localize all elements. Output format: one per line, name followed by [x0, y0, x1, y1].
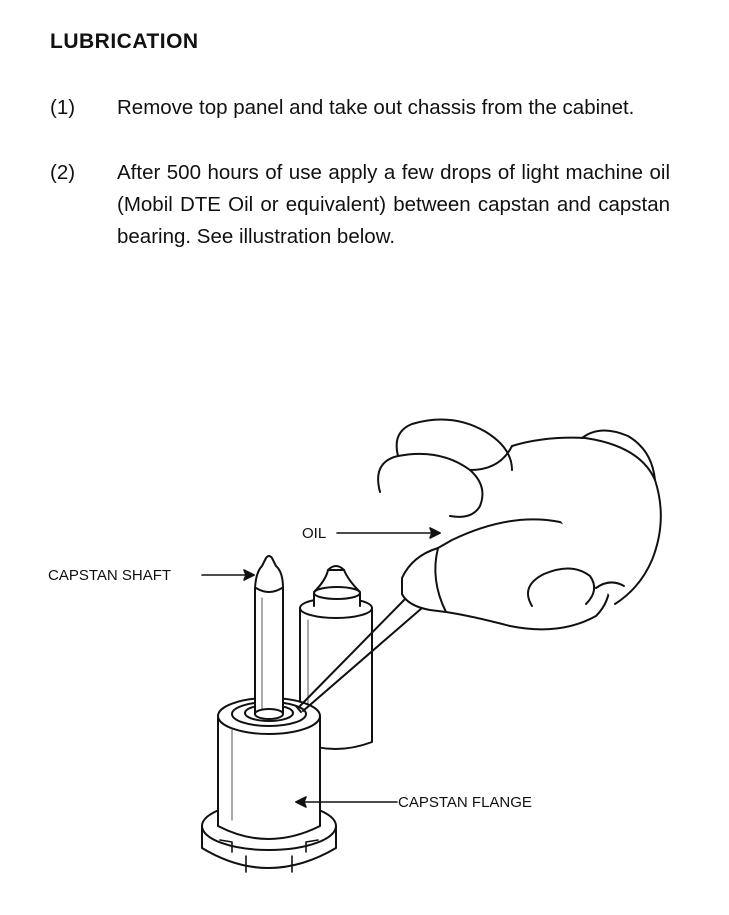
- step-number: (2): [50, 161, 76, 184]
- step-text: Remove top panel and take out chassis from the cabinet.: [117, 96, 635, 119]
- oil-label: OIL: [302, 525, 327, 542]
- capstan-oiling-illustration: [0, 380, 729, 915]
- step-number: (1): [50, 96, 76, 119]
- capstan-shaft-label: CAPSTAN SHAFT: [48, 567, 172, 584]
- lubrication-heading: LUBRICATION: [50, 30, 199, 53]
- capstan-flange-label: CAPSTAN FLANGE: [398, 794, 532, 811]
- step-text: After 500 hours of use apply a few drops of light machine oil (Mobil DTE Oil or equivalent) between capstan and capstan bearing. See illustration below.: [117, 161, 670, 248]
- capstan-shaft-drawing: [255, 556, 283, 719]
- capstan-flange-drawing: [202, 698, 336, 872]
- instruction-step-1: [50, 92, 670, 124]
- instruction-step-2: [50, 157, 670, 253]
